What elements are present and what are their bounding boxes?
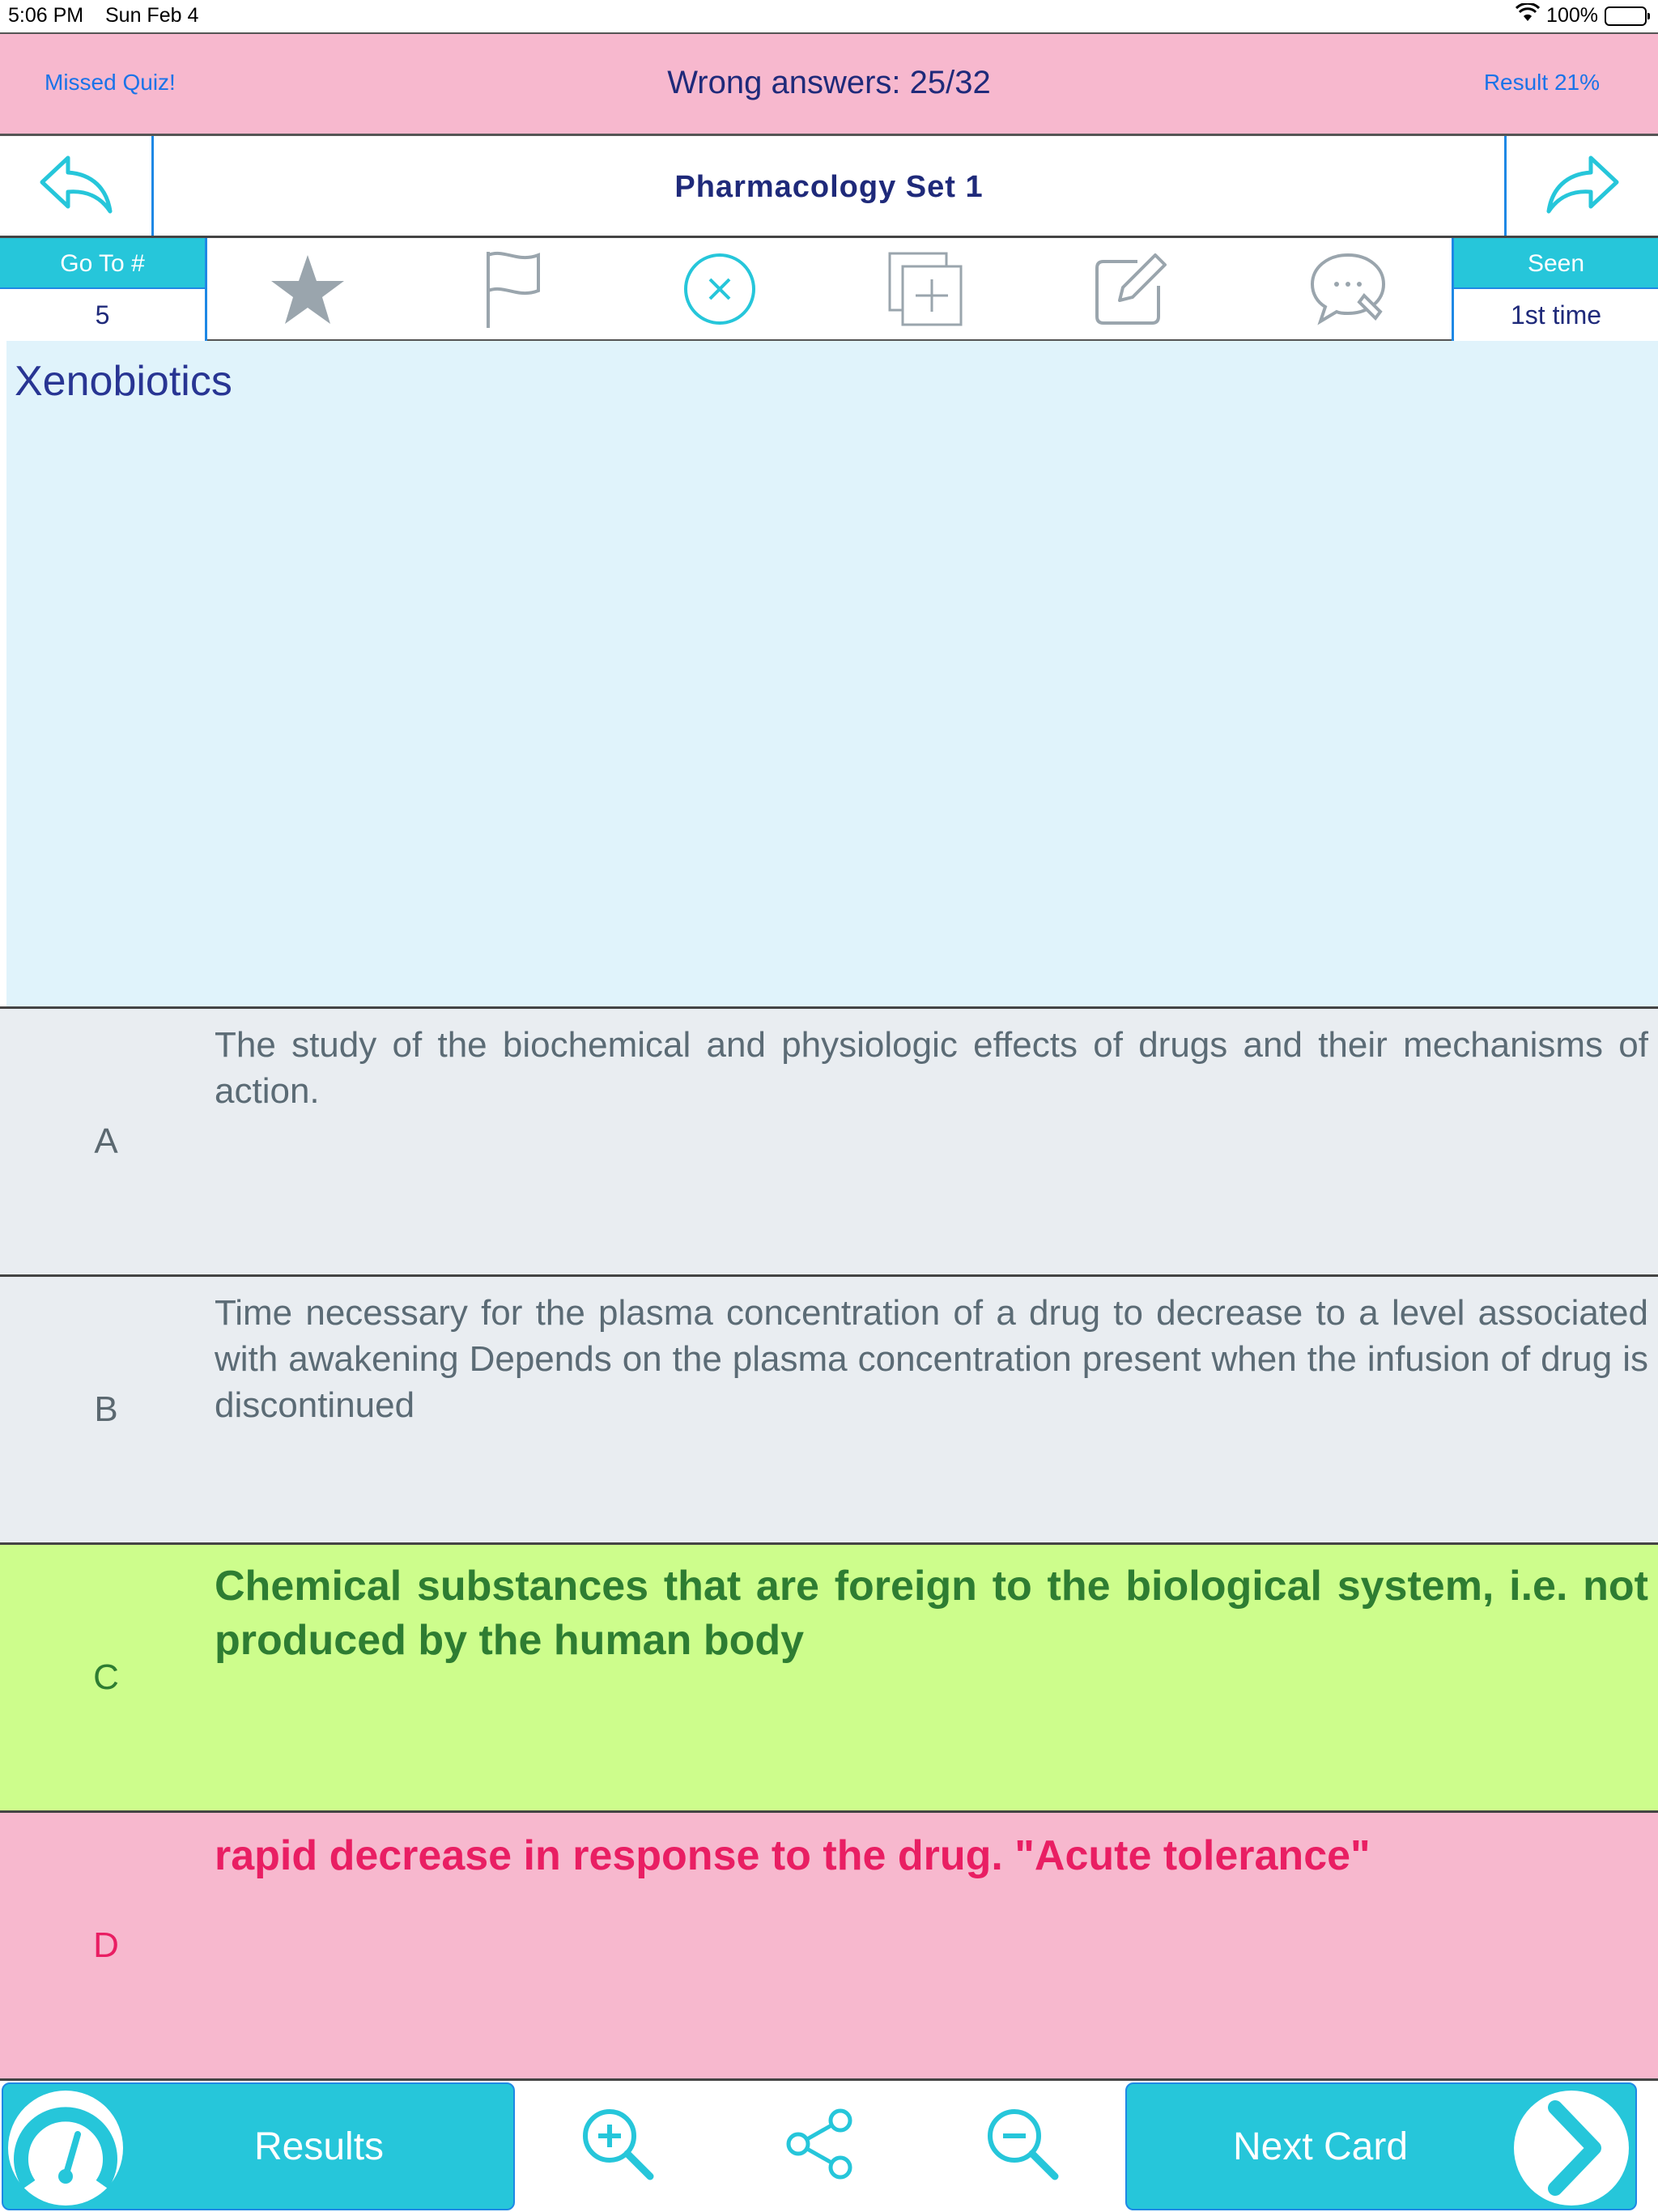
status-time: 5:06 PM [8,4,84,27]
chevron-right-icon [1514,2091,1629,2206]
seen-label: Seen [1454,238,1658,289]
comment-button[interactable] [1303,246,1392,335]
forward-button[interactable] [1504,136,1658,236]
question-area [6,341,1658,1006]
edit-button[interactable] [1086,246,1175,335]
share-button[interactable] [772,2097,869,2194]
zoom-out-button[interactable] [974,2097,1071,2194]
zoom-in-button[interactable] [569,2097,666,2194]
answer-letter: B [94,1389,118,1429]
answer-text: Chemical substances that are foreign to the biological system, i.e. not produced by the human body [215,1563,1648,1664]
status-bar [0,0,1658,32]
status-date: Sun Feb 4 [105,4,199,27]
flag-button[interactable] [470,246,559,335]
gauge-icon [8,2091,123,2206]
wifi-icon [1516,3,1540,28]
seen-value: 1st time [1454,289,1658,341]
forward-arrow-icon [1542,151,1623,220]
next-card-button[interactable] [1125,2082,1637,2210]
comment-icon [1307,250,1388,332]
answer-text: Time necessary for the plasma concentration of a drug to decrease to a level associated with awakening Depends on the plasma concentration present when the infusion of drug is discontinued [215,1293,1648,1425]
status-right [1516,3,1647,28]
missed-quiz-button[interactable]: Missed Quiz! [45,70,176,95]
answer-letter: A [94,1121,118,1161]
bottom-bar [0,2081,1658,2212]
answer-letter: C [93,1657,119,1697]
zoom-out-icon [984,2105,1061,2187]
add-copy-icon [886,250,964,332]
answer-option-d[interactable] [0,1810,1658,2081]
result-button[interactable]: Result 21% [1483,70,1600,95]
wrong-answers-count: Wrong answers: 25/32 [667,65,991,100]
edit-icon [1092,250,1170,332]
results-button[interactable] [2,2082,515,2210]
answer-text: The study of the biochemical and physiologic effects of drugs and their mechanisms of action. [215,1025,1648,1111]
share-icon [784,2108,857,2184]
battery-icon [1605,6,1647,26]
goto-box[interactable] [0,238,207,341]
card-toolbar [0,238,1658,341]
answer-option-c[interactable] [0,1542,1658,1810]
next-card-label: Next Card [1232,2125,1409,2168]
question-text: Xenobiotics [15,358,232,405]
seen-box [1452,238,1658,341]
title-bar [0,136,1658,238]
reply-arrow-icon [36,151,117,220]
add-copy-button[interactable] [881,246,970,335]
battery-percent: 100% [1546,4,1598,27]
answer-text: rapid decrease in response to the drug. "Acute tolerance" [215,1832,1371,1879]
x-circle-icon [682,252,757,330]
answer-option-a[interactable] [0,1006,1658,1274]
goto-label: Go To # [0,238,205,289]
answer-letter: D [93,1925,119,1965]
goto-value[interactable]: 5 [0,289,205,341]
remove-button[interactable] [675,246,764,335]
quiz-header [0,32,1658,136]
star-button[interactable] [263,246,352,335]
zoom-in-icon [579,2105,657,2187]
star-icon [269,252,346,330]
back-button[interactable] [0,136,154,236]
page-title: Pharmacology Set 1 [674,170,984,204]
answer-option-b[interactable] [0,1274,1658,1542]
flag-icon [482,249,546,334]
results-label: Results [253,2125,385,2168]
